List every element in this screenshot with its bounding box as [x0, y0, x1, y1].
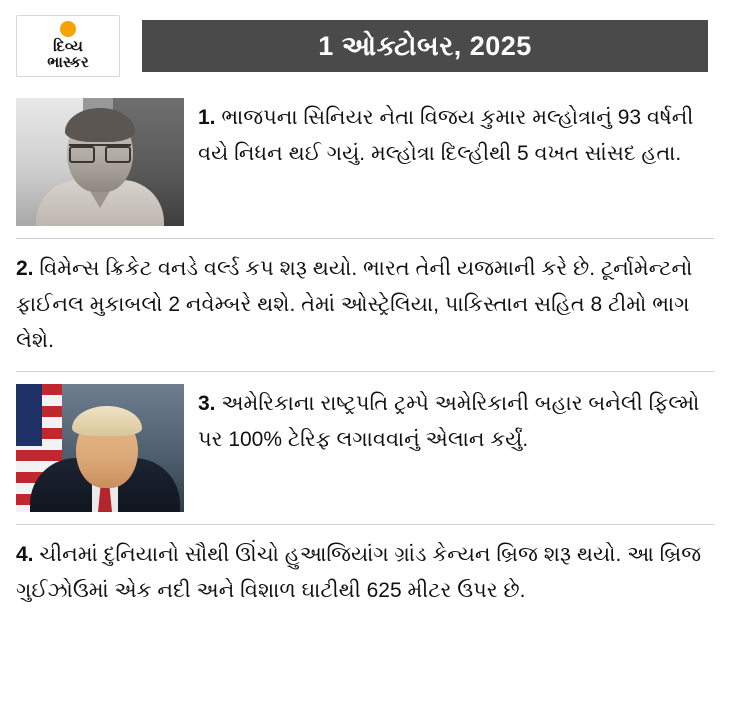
news-text — [16, 537, 714, 609]
donald-trump-portrait — [16, 384, 184, 512]
eyeglasses-icon — [69, 144, 131, 161]
news-body: અમેરિકાના રાષ્ટ્રપતિ ટ્રમ્પે અમેરિકાની બહાર બનેલી ફિલ્મો પર 100% ટેરિફ લગાવવાનું એલાન કર્યું. — [198, 392, 700, 451]
news-list — [16, 90, 714, 621]
news-body: ચીનમાં દુનિયાનો સૌથી ઊંચો હુઆજિયાંગ ગ્રાંડ કેન્યન બ્રિજ શરૂ થયો. આ બ્રિજ ગુઈઝોઉમાં એક નદી અને વિશાળ ઘાટીથી 625 મીટર ઉપર છે. — [16, 543, 702, 602]
news-number: 4. — [16, 543, 34, 566]
news-number: 1. — [198, 106, 216, 129]
logo-line-1: દિવ્ય — [53, 38, 83, 55]
date-banner — [142, 20, 708, 72]
news-item — [16, 238, 714, 371]
news-item — [16, 524, 714, 621]
date-text: 1 ઓક્ટોબર, 2025 — [318, 31, 532, 61]
news-text — [198, 384, 714, 458]
news-body: વિમેન્સ ક્રિકેટ વનડે વર્લ્ડ કપ શરૂ થયો. ભારત તેની યજમાની કરે છે. ટૂર્નામેન્ટનો ફાઈનલ મુકાબલો 2 નવેમ્બરે થશે. તેમાં ઓસ્ટ્રેલિયા, પાકિસ્તાન સહિત 8 ટીમો ભાગ લેશે. — [16, 257, 693, 352]
news-number: 2. — [16, 257, 34, 280]
logo-line-2: ભાસ્કર — [47, 54, 89, 71]
page-header — [16, 0, 714, 78]
divya-bhaskar-logo — [16, 15, 120, 77]
sun-icon — [60, 21, 76, 37]
news-item — [16, 371, 714, 524]
news-body: ભાજપના સિનિયર નેતા વિજય કુમાર મલ્હોત્રાનું 93 વર્ષની વયે નિધન થઈ ગયું. મલ્હોત્રા દિલ્હીથી 5 વખત સાંસદ હતા. — [198, 106, 694, 165]
flag-canton — [16, 384, 42, 446]
news-item — [16, 90, 714, 238]
news-number: 3. — [198, 392, 216, 415]
news-text — [198, 98, 714, 172]
vijay-kumar-malhotra-portrait — [16, 98, 184, 226]
news-text — [16, 251, 714, 359]
